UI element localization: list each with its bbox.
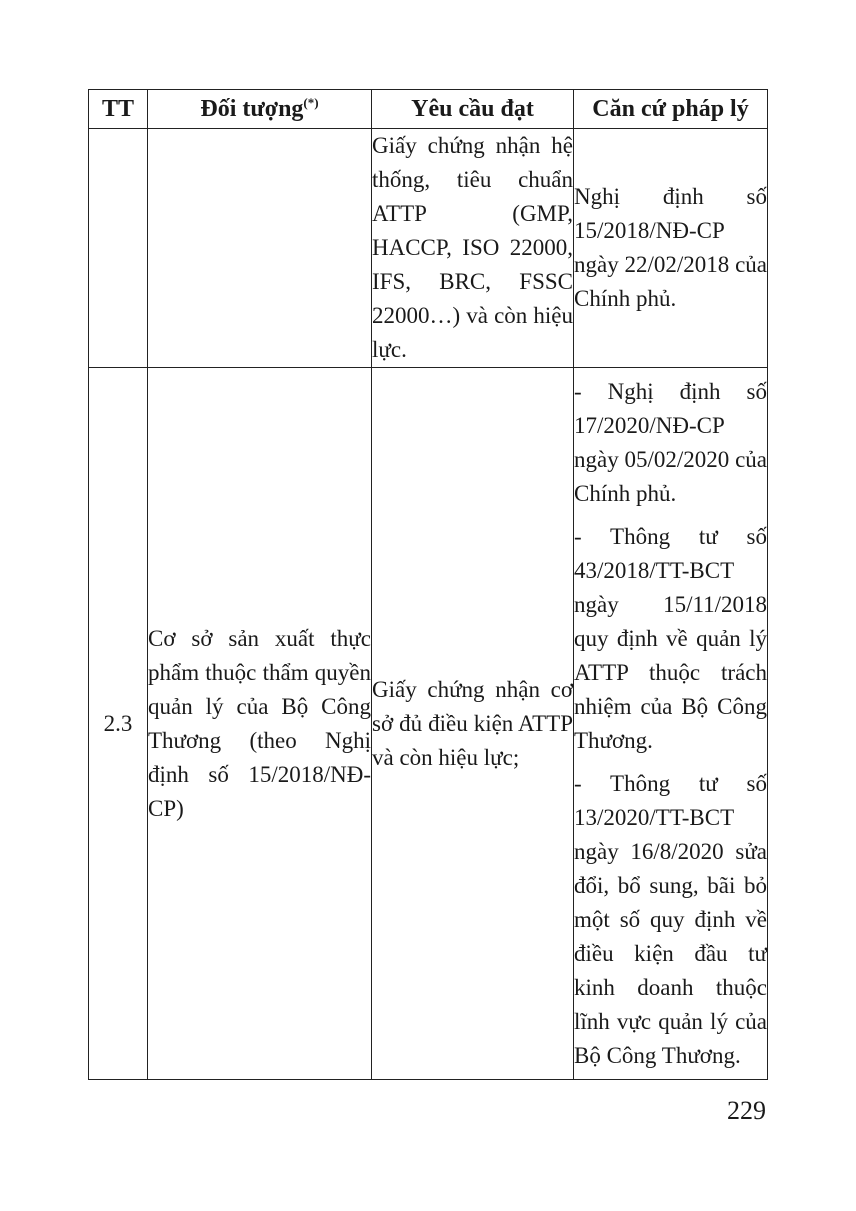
table-row	[89, 368, 768, 1080]
footnote-marker: (*)	[303, 94, 319, 110]
row2-tt: 2.3	[89, 368, 148, 1080]
legal-basis-item: - Thông tư số 43/2018/TT-BCT ngày 15/11/2018 quy định về quản lý ATTP thuộc trách nhiệm của Bộ Công Thương.	[574, 523, 767, 753]
table-row	[89, 129, 768, 368]
legal-requirements-table	[88, 89, 768, 1080]
table-header-row	[89, 90, 768, 129]
row1-legal-basis: Nghị định số 15/2018/NĐ-CP ngày 22/02/2018 của Chính phủ.	[574, 129, 768, 368]
row2-requirement: Giấy chứng nhận cơ sở đủ điều kiện ATTP và còn hiệu lực;	[372, 368, 574, 1080]
row2-subject: Cơ sở sản xuất thực phẩm thuộc thẩm quyền quản lý của Bộ Công Thương (theo Nghị định số 15/2018/NĐ-CP)	[148, 368, 372, 1080]
header-requirement: Yêu cầu đạt	[372, 90, 574, 129]
legal-basis-item: - Nghị định số 17/2020/NĐ-CP ngày 05/02/2020 của Chính phủ.	[574, 378, 767, 506]
header-subject: Đối tượng(*)	[148, 90, 372, 129]
header-tt: TT	[89, 90, 148, 129]
page-number: 229	[727, 1096, 766, 1125]
row1-requirement: Giấy chứng nhận hệ thống, tiêu chuẩn ATTP (GMP, HACCP, ISO 22000, IFS, BRC, FSSC 22000…) và còn hiệu lực.	[372, 129, 574, 368]
row2-legal-basis	[574, 368, 768, 1080]
legal-basis-item: - Thông tư số 13/2020/TT-BCT ngày 16/8/2020 sửa đổi, bổ sung, bãi bỏ một số quy định về điều kiện đầu tư kinh doanh thuộc lĩnh vực quản lý của Bộ Công Thương.	[574, 770, 767, 1068]
row1-tt	[89, 129, 148, 368]
row1-subject	[148, 129, 372, 368]
header-legal-basis: Căn cứ pháp lý	[574, 90, 768, 129]
